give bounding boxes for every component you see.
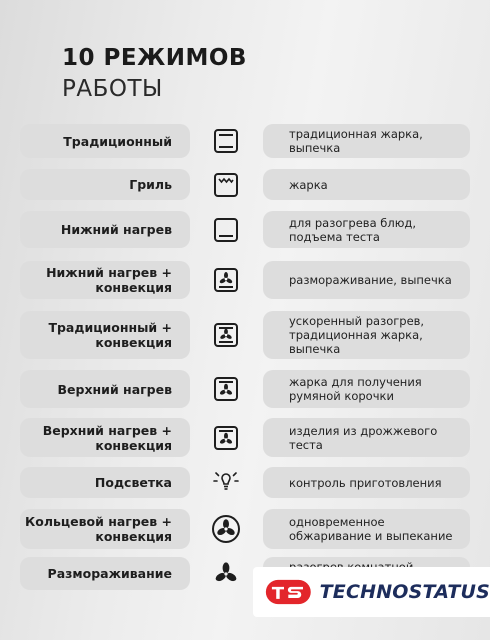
mode-name: Подсветка xyxy=(20,467,190,498)
defrost-fan-icon xyxy=(211,559,241,589)
mode-description: изделия из дрожжевого теста xyxy=(263,418,470,457)
mode-name: Верхний нагрев xyxy=(20,370,190,408)
mode-name: Нижний нагрев + конвекция xyxy=(20,261,190,299)
brand-mark-icon xyxy=(265,575,312,609)
grill-icon xyxy=(211,170,241,200)
heading-line-1: 10 РЕЖИМОВ xyxy=(62,45,247,71)
mode-name: Размораживание xyxy=(20,557,190,590)
bottom-heat-fan-icon xyxy=(211,265,241,295)
mode-description: одновременное обжаривание и выпекание xyxy=(263,509,470,549)
mode-description: жарка xyxy=(263,169,470,200)
top-heat-convection-icon xyxy=(211,423,241,453)
mode-description: жарка для получения румяной корочки xyxy=(263,370,470,408)
mode-name: Кольцевой нагрев + конвекция xyxy=(20,509,190,549)
brand-name: TECHNOSTATUS xyxy=(319,581,490,603)
mode-name: Верхний нагрев + конвекция xyxy=(20,418,190,457)
heading-line-2: РАБОТЫ xyxy=(62,76,163,102)
light-bulb-icon xyxy=(211,468,241,498)
mode-description: размораживание, выпечка xyxy=(263,261,470,299)
mode-description: для разогрева блюд, подъема теста xyxy=(263,211,470,248)
mode-description: ускоренный разогрев, традиционная жарка, выпечка xyxy=(263,311,470,359)
mode-description: контроль приготовления xyxy=(263,467,470,498)
top-heat-fan-icon xyxy=(211,374,241,404)
oven-top-bottom-heat-icon xyxy=(211,126,241,156)
heading xyxy=(62,44,247,104)
mode-name: Традиционный + конвекция xyxy=(20,311,190,359)
top-bottom-heat-fan-icon xyxy=(211,320,241,350)
mode-name: Гриль xyxy=(20,169,190,200)
mode-name: Нижний нагрев xyxy=(20,211,190,248)
bottom-heat-icon xyxy=(211,215,241,245)
mode-name: Традиционный xyxy=(20,124,190,158)
ring-heat-fan-icon xyxy=(211,514,241,544)
brand-logo xyxy=(253,567,490,617)
mode-description: традиционная жарка, выпечка xyxy=(263,124,470,158)
